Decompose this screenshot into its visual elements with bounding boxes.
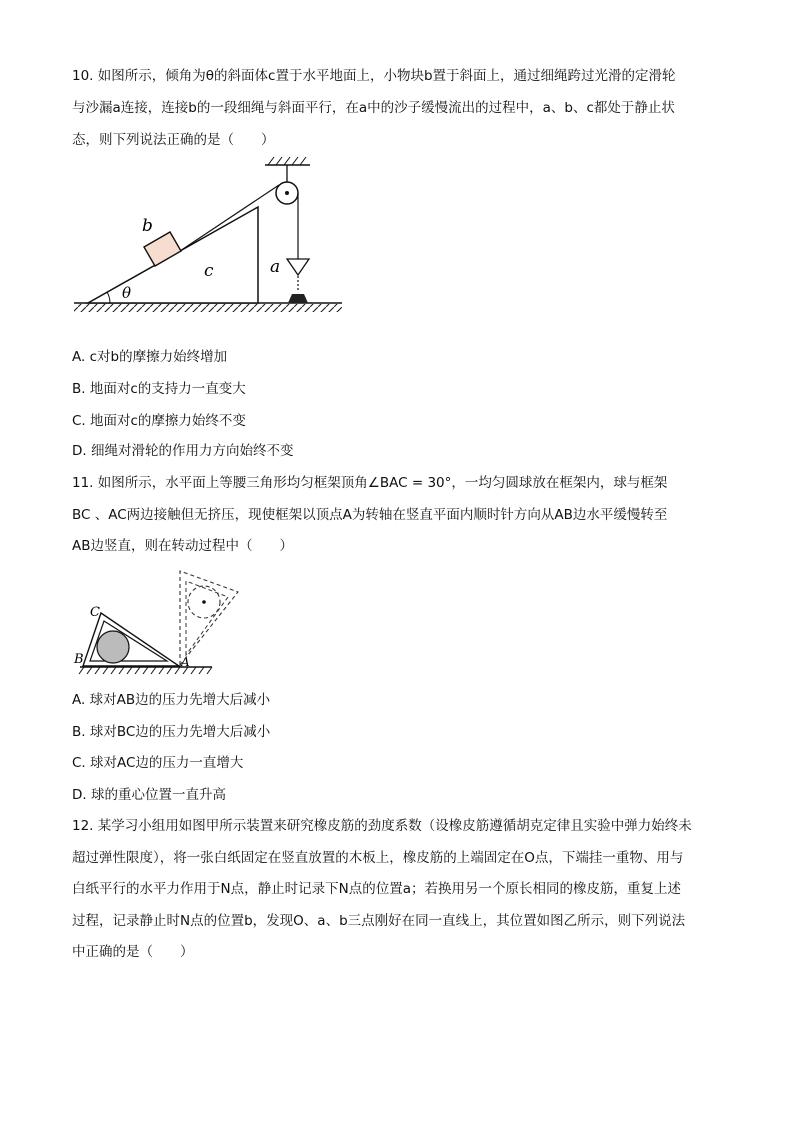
q11-figure	[70, 565, 250, 680]
q10-label-c: c	[204, 261, 214, 281]
q11-stem-line-3: AB边竖直，则在转动过程中（ ）	[72, 538, 293, 554]
q10-label-b: b	[142, 216, 153, 236]
q11-ground-hatch	[79, 667, 212, 674]
q11-option-a: A. 球对AB边的压力先增大后减小	[72, 692, 271, 708]
q12-stem-line-1: 12. 某学习小组用如图甲所示装置来研究橡皮筋的劲度系数（设橡皮筋遵循胡克定律且实验中弹力始终未	[72, 818, 692, 834]
q11-ball	[97, 631, 129, 663]
q10-stem-line-3: 态，则下列说法正确的是（ ）	[72, 132, 275, 148]
q10-label-a: a	[270, 257, 281, 277]
q10-ground-hatch	[74, 304, 342, 312]
q10-option-b: B. 地面对c的支持力一直变大	[72, 381, 246, 397]
q10-option-d: D. 细绳对滑轮的作用力方向始终不变	[72, 443, 294, 459]
q11-option-d: D. 球的重心位置一直升高	[72, 787, 226, 803]
q11-label-B: B	[74, 652, 84, 667]
q11-option-b: B. 球对BC边的压力先增大后减小	[72, 724, 271, 740]
q10-label-theta: θ	[122, 284, 132, 302]
q11-ball-rotated-center	[202, 600, 206, 604]
q11-stem-line-2: BC 、AC两边接触但无挤压，现使框架以顶点A为转轴在竖直平面内顺时针方向从AB边水平缓慢转至	[72, 507, 668, 523]
q10-stem-line-1: 10. 如图所示，倾角为θ的斜面体c置于水平地面上，小物块b置于斜面上，通过细绳跨过光滑的定滑轮	[72, 68, 676, 84]
q12-stem-line-3: 白纸平行的水平力作用于N点，静止时记录下N点的位置a；若换用另一个原长相同的橡皮筋，重复上述	[72, 881, 681, 897]
q10-sand-pile	[288, 294, 308, 303]
q10-pulley-axle	[285, 191, 289, 195]
q10-hourglass-a	[287, 259, 309, 275]
q12-stem-line-2: 超过弹性限度），将一张白纸固定在竖直放置的木板上，橡皮筋的上端固定在O点，下端挂一重物、用与	[72, 850, 684, 866]
q12-stem-line-5: 中正确的是（ ）	[72, 944, 194, 960]
q12-stem-line-4: 过程，记录静止时N点的位置b，发现O、a、b三点刚好在同一直线上，其位置如图乙所示，则下列说法	[72, 913, 686, 929]
q10-option-c: C. 地面对c的摩擦力始终不变	[72, 413, 246, 429]
q10-figure	[70, 155, 350, 325]
q11-option-c: C. 球对AC边的压力一直增大	[72, 755, 244, 771]
q11-stem-line-1: 11. 如图所示，水平面上等腰三角形均匀框架顶角∠BAC = 30°，一均匀圆球放在框架内，球与框架	[72, 475, 668, 491]
q11-label-C: C	[90, 605, 100, 620]
q11-label-A: A	[181, 655, 190, 669]
q10-option-a: A. c对b的摩擦力始终增加	[72, 349, 228, 365]
q10-stem-line-2: 与沙漏a连接，连接b的一段细绳与斜面平行，在a中的沙子缓慢流出的过程中，a、b、c都处于静止状	[72, 100, 675, 116]
q10-ceiling-hatch	[268, 157, 306, 165]
